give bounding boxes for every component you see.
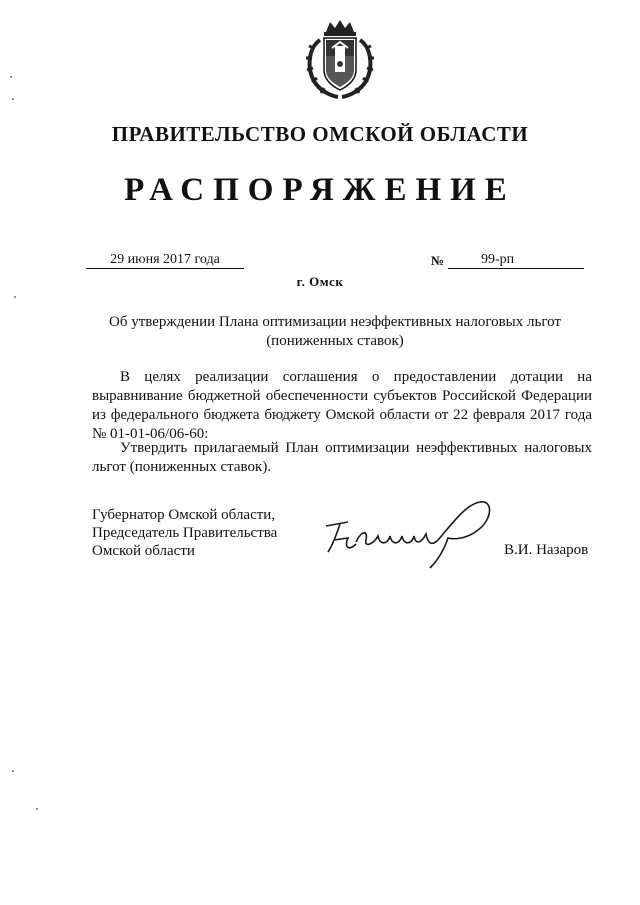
- scan-speck: [10, 76, 12, 78]
- body-paragraph-2: Утвердить прилагаемый План оптимизации неэффективных налоговых льгот (пониженных ставок).: [92, 440, 592, 475]
- signatory-name: В.И. Назаров: [504, 542, 589, 558]
- number-label: №: [431, 253, 445, 268]
- handwritten-signature-icon: [318, 494, 498, 570]
- position-line-2: Председатель Правительства: [92, 525, 278, 541]
- scan-speck: [36, 808, 38, 810]
- document-number: 99-рп: [481, 252, 515, 267]
- document-subject: [100, 313, 570, 351]
- position-line-1: Губернатор Омской области,: [92, 507, 276, 523]
- scan-speck: [14, 296, 16, 298]
- document-number-field: [448, 251, 584, 269]
- position-line-3: Омской области: [92, 543, 195, 559]
- scan-speck: [12, 98, 14, 100]
- omsk-coat-of-arms-icon: [302, 18, 378, 100]
- subject-line-2: (пониженных ставок): [266, 333, 404, 349]
- signatory-position: [92, 506, 277, 560]
- city: г. Омск: [296, 274, 344, 289]
- body-paragraph-1: В целях реализации соглашения о предоставлении дотации на выравнивание бюджетной обеспеченности субъектов Российской Федерации из федерального бюджета бюджету Омской области от 22 февраля 2017 года № 01-01-06/06-60:: [92, 369, 592, 442]
- organization-title: ПРАВИТЕЛЬСТВО ОМСКОЙ ОБЛАСТИ: [111, 122, 529, 146]
- document-type-title: РАСПОРЯЖЕНИЕ: [124, 172, 516, 208]
- scan-speck: [12, 770, 14, 772]
- subject-line-1: Об утверждении Плана оптимизации неэффективных налоговых льгот: [109, 314, 561, 330]
- document-date: 29 июня 2017 года: [86, 251, 244, 269]
